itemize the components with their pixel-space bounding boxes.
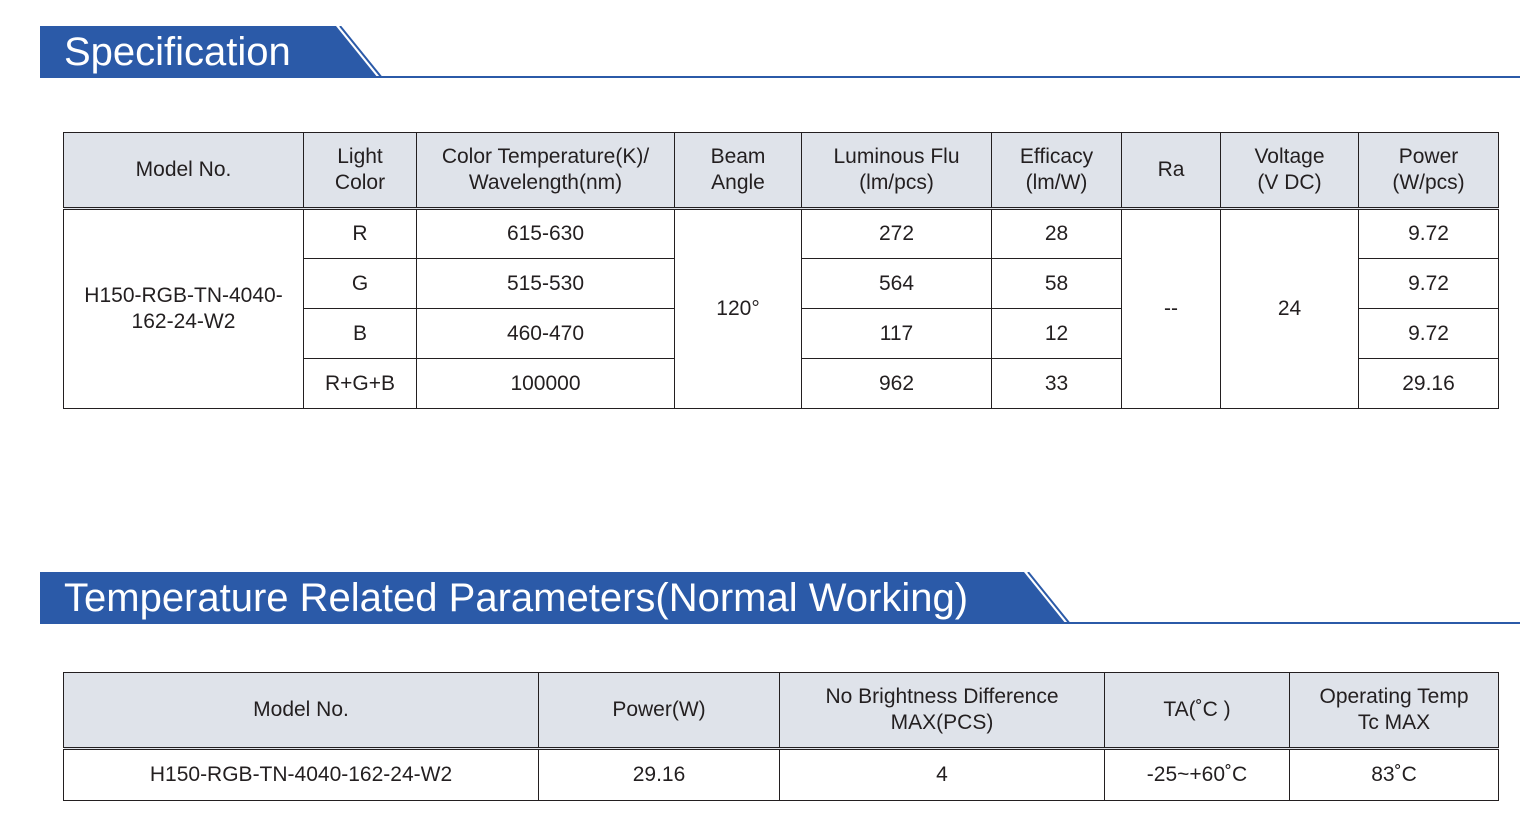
power-cell: 9.72	[1359, 209, 1499, 259]
color-temperature-cell: 100000	[417, 359, 675, 409]
efficacy-cell: 33	[992, 359, 1122, 409]
light-color-cell: R+G+B	[304, 359, 417, 409]
header-light-color: Light Color	[304, 133, 417, 209]
table-row	[64, 209, 1499, 259]
efficacy-cell: 58	[992, 259, 1122, 309]
header-slash-decoration	[326, 26, 386, 78]
voltage-cell: 24	[1221, 209, 1359, 409]
luminous-flux-cell: 117	[802, 309, 992, 359]
section-header-specification	[40, 26, 1520, 78]
header-model-no: Model No.	[64, 673, 539, 749]
model-number-cell: H150-RGB-TN-4040-162-24-W2	[64, 749, 539, 801]
specification-table	[63, 132, 1499, 409]
header-slash-decoration	[1014, 572, 1074, 624]
header-row	[64, 133, 1499, 209]
color-temperature-cell: 460-470	[417, 309, 675, 359]
header-beam-angle: Beam Angle	[675, 133, 802, 209]
header-model-no: Model No.	[64, 133, 304, 209]
header-no-brightness-difference: No Brightness Difference MAX(PCS)	[780, 673, 1105, 749]
luminous-flux-cell: 564	[802, 259, 992, 309]
power-cell: 29.16	[539, 749, 780, 801]
power-cell: 9.72	[1359, 259, 1499, 309]
beam-angle-cell: 120°	[675, 209, 802, 409]
ra-cell: --	[1122, 209, 1221, 409]
light-color-cell: G	[304, 259, 417, 309]
power-cell: 9.72	[1359, 309, 1499, 359]
model-number-cell: H150-RGB-TN-4040- 162-24-W2	[64, 209, 304, 409]
section-header-temperature	[40, 572, 1520, 624]
efficacy-cell: 12	[992, 309, 1122, 359]
light-color-cell: R	[304, 209, 417, 259]
table-row	[64, 749, 1499, 801]
header-luminous-flux: Luminous Flu (lm/pcs)	[802, 133, 992, 209]
no-brightness-difference-cell: 4	[780, 749, 1105, 801]
header-power: Power (W/pcs)	[1359, 133, 1499, 209]
header-row	[64, 673, 1499, 749]
header-efficacy: Efficacy (lm/W)	[992, 133, 1122, 209]
power-cell: 29.16	[1359, 359, 1499, 409]
luminous-flux-cell: 962	[802, 359, 992, 409]
temperature-parameters-table	[63, 672, 1499, 801]
header-operating-temp: Operating Temp Tc MAX	[1290, 673, 1499, 749]
ta-cell: -25~+60˚C	[1105, 749, 1290, 801]
light-color-cell: B	[304, 309, 417, 359]
section-title: Specification	[40, 26, 326, 78]
header-power: Power(W)	[539, 673, 780, 749]
header-voltage: Voltage (V DC)	[1221, 133, 1359, 209]
color-temperature-cell: 615-630	[417, 209, 675, 259]
color-temperature-cell: 515-530	[417, 259, 675, 309]
efficacy-cell: 28	[992, 209, 1122, 259]
header-ra: Ra	[1122, 133, 1221, 209]
header-ta: TA(˚C )	[1105, 673, 1290, 749]
header-color-temperature: Color Temperature(K)/ Wavelength(nm)	[417, 133, 675, 209]
luminous-flux-cell: 272	[802, 209, 992, 259]
section-title: Temperature Related Parameters(Normal Working)	[40, 572, 1014, 624]
tc-max-cell: 83˚C	[1290, 749, 1499, 801]
